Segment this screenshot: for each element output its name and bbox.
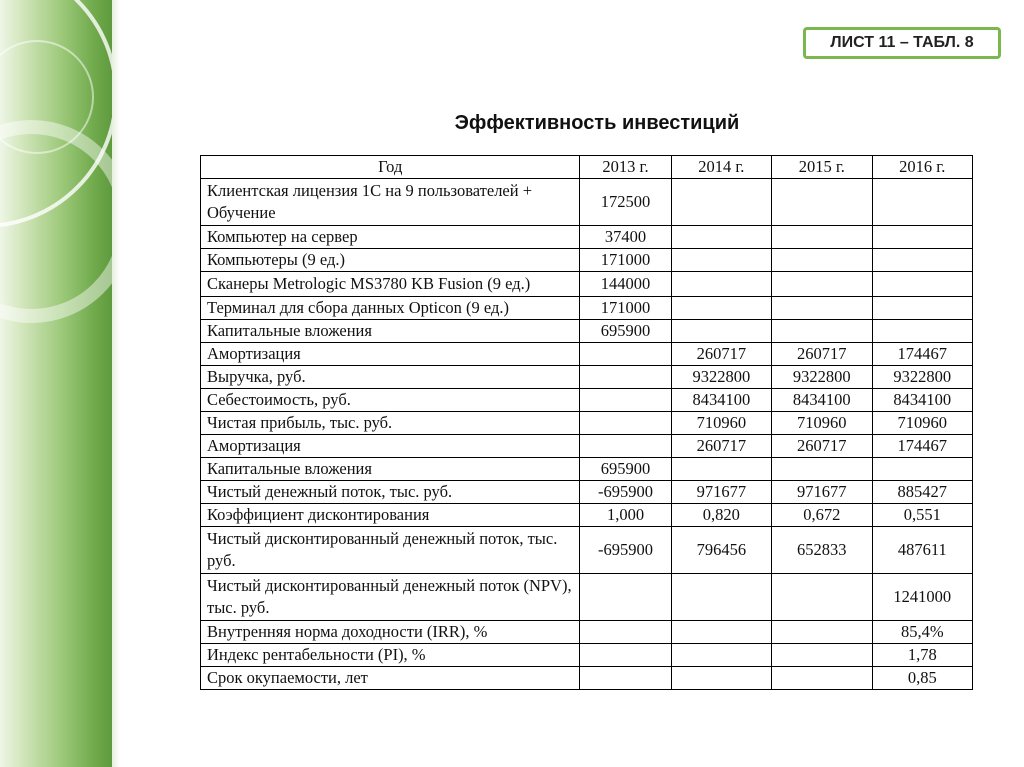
table-cell: 171000 <box>580 297 671 320</box>
table-row <box>201 667 973 690</box>
table-cell: -695900 <box>580 527 671 574</box>
table-cell: 0,85 <box>872 667 972 690</box>
table-cell <box>772 272 872 297</box>
table-cell <box>671 574 771 621</box>
row-label: Чистый дисконтированный денежный поток, тыс. руб. <box>201 527 580 574</box>
table-cell: 9322800 <box>772 366 872 389</box>
table-cell <box>772 458 872 481</box>
table-cell <box>671 179 771 226</box>
table-cell: 695900 <box>580 320 671 343</box>
row-label: Компьютеры (9 ед.) <box>201 249 580 272</box>
table-cell: 260717 <box>671 435 771 458</box>
header-2015: 2015 г. <box>772 156 872 179</box>
table-cell <box>872 272 972 297</box>
table-cell <box>772 667 872 690</box>
table-cell <box>580 366 671 389</box>
table-cell <box>872 458 972 481</box>
header-2016: 2016 г. <box>872 156 972 179</box>
table-row <box>201 621 973 644</box>
table-cell <box>772 179 872 226</box>
table-row <box>201 481 973 504</box>
table-row <box>201 343 973 366</box>
table-cell: 710960 <box>772 412 872 435</box>
table-cell <box>671 226 771 249</box>
table-cell: 85,4% <box>872 621 972 644</box>
page-title: Эффективность инвестиций <box>454 112 740 134</box>
table-cell: 260717 <box>671 343 771 366</box>
table-cell <box>671 644 771 667</box>
table-body <box>201 179 973 690</box>
row-label: Амортизация <box>201 343 580 366</box>
table-cell: 260717 <box>772 435 872 458</box>
table-cell <box>872 179 972 226</box>
table-cell <box>772 644 872 667</box>
table-cell <box>580 389 671 412</box>
table-cell <box>580 644 671 667</box>
row-label: Срок окупаемости, лет <box>201 667 580 690</box>
header-2013: 2013 г. <box>580 156 671 179</box>
table-cell <box>580 412 671 435</box>
table-cell: 1,78 <box>872 644 972 667</box>
table-cell: 710960 <box>872 412 972 435</box>
table-cell <box>772 621 872 644</box>
table-cell <box>671 297 771 320</box>
table-cell: 8434100 <box>872 389 972 412</box>
table-cell <box>671 667 771 690</box>
row-label: Чистая прибыль, тыс. руб. <box>201 412 580 435</box>
row-label: Клиентская лицензия 1С на 9 пользователей + Обучение <box>201 179 580 226</box>
table-cell <box>671 272 771 297</box>
row-label: Чистый денежный поток, тыс. руб. <box>201 481 580 504</box>
row-label: Чистый дисконтированный денежный поток (NPV), тыс. руб. <box>201 574 580 621</box>
table-cell: 971677 <box>671 481 771 504</box>
row-label: Капитальные вложения <box>201 458 580 481</box>
table-cell: 8434100 <box>671 389 771 412</box>
table-cell <box>772 226 872 249</box>
table-row <box>201 297 973 320</box>
table-cell: 172500 <box>580 179 671 226</box>
table-cell: 0,551 <box>872 504 972 527</box>
row-label: Выручка, руб. <box>201 366 580 389</box>
table-row <box>201 458 973 481</box>
table-cell: 652833 <box>772 527 872 574</box>
header-2014: 2014 г. <box>671 156 771 179</box>
table-cell: 174467 <box>872 435 972 458</box>
table-cell <box>580 621 671 644</box>
table-cell <box>671 458 771 481</box>
table-cell: 796456 <box>671 527 771 574</box>
header-year: Год <box>201 156 580 179</box>
sheet-badge: ЛИСТ 11 – ТАБЛ. 8 <box>803 27 1001 59</box>
table-cell: 260717 <box>772 343 872 366</box>
table-cell <box>872 297 972 320</box>
table-cell <box>580 574 671 621</box>
row-label: Компьютер на сервер <box>201 226 580 249</box>
row-label: Амортизация <box>201 435 580 458</box>
table-cell <box>872 226 972 249</box>
table-row <box>201 272 973 297</box>
table-cell: 695900 <box>580 458 671 481</box>
table-cell: 710960 <box>671 412 771 435</box>
row-label: Сканеры Metrologic MS3780 KB Fusion (9 ед.) <box>201 272 580 297</box>
investment-table <box>200 155 973 690</box>
table-header-row <box>201 156 973 179</box>
table-cell <box>772 297 872 320</box>
table-row <box>201 574 973 621</box>
table-cell <box>580 435 671 458</box>
table-cell <box>772 574 872 621</box>
table-cell <box>872 249 972 272</box>
table-cell <box>772 249 872 272</box>
table-row <box>201 320 973 343</box>
table-cell <box>772 320 872 343</box>
row-label: Индекс рентабельности (PI), % <box>201 644 580 667</box>
table-cell: 487611 <box>872 527 972 574</box>
table-cell: 8434100 <box>772 389 872 412</box>
row-label: Внутренняя норма доходности (IRR), % <box>201 621 580 644</box>
table-row <box>201 226 973 249</box>
table-row <box>201 435 973 458</box>
table-cell <box>671 621 771 644</box>
table-row <box>201 527 973 574</box>
table-cell: 885427 <box>872 481 972 504</box>
row-label: Себестоимость, руб. <box>201 389 580 412</box>
table-cell: 9322800 <box>872 366 972 389</box>
table-cell <box>580 667 671 690</box>
table-cell: 144000 <box>580 272 671 297</box>
table-cell: 9322800 <box>671 366 771 389</box>
table-cell: 174467 <box>872 343 972 366</box>
table-row <box>201 412 973 435</box>
row-label: Капитальные вложения <box>201 320 580 343</box>
table-cell: 1241000 <box>872 574 972 621</box>
table-cell: 171000 <box>580 249 671 272</box>
table-cell: 0,672 <box>772 504 872 527</box>
table-cell: -695900 <box>580 481 671 504</box>
table-row <box>201 389 973 412</box>
table-cell: 1,000 <box>580 504 671 527</box>
table-cell <box>580 343 671 366</box>
row-label: Коэффициент дисконтирования <box>201 504 580 527</box>
table-row <box>201 504 973 527</box>
table-cell <box>872 320 972 343</box>
table-cell <box>671 249 771 272</box>
table-cell: 0,820 <box>671 504 771 527</box>
row-label: Терминал для сбора данных Opticon (9 ед.) <box>201 297 580 320</box>
table-row <box>201 644 973 667</box>
table-cell: 971677 <box>772 481 872 504</box>
table-cell: 37400 <box>580 226 671 249</box>
table-row <box>201 249 973 272</box>
table-row <box>201 366 973 389</box>
table-row <box>201 179 973 226</box>
table-cell <box>671 320 771 343</box>
